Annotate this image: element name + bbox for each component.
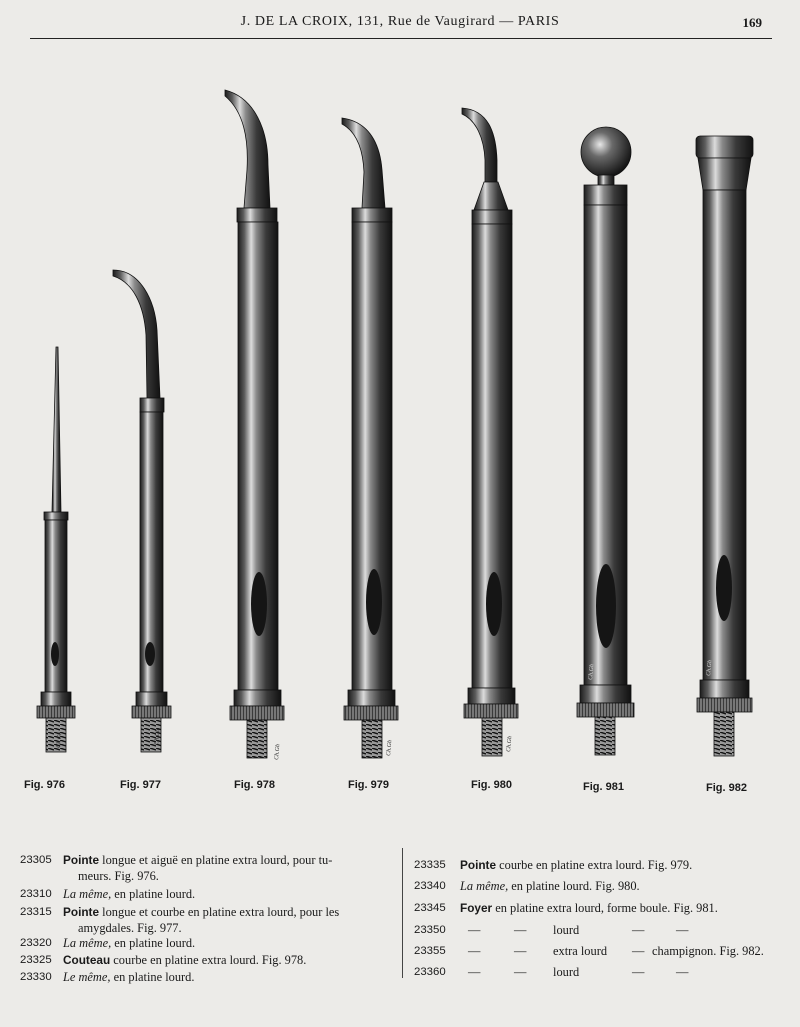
instrument-fig-978 xyxy=(225,90,284,761)
entry-text: courbe en platine extra lourd. Fig. 978. xyxy=(110,953,307,967)
entry-keyword: Pointe xyxy=(63,905,100,919)
ditto-mark: — xyxy=(632,944,645,958)
entry-italic: La même, xyxy=(460,879,509,893)
entry-keyword: Couteau xyxy=(63,953,111,967)
entry-text: en platine lourd. xyxy=(110,970,195,984)
column-divider xyxy=(402,848,403,978)
engraver-signature: Ch.Gh xyxy=(154,728,162,746)
entry-text: en platine extra lourd, forme boule. Fig. 981. xyxy=(492,901,718,915)
entry-text: longue et courbe en platine extra lourd, pour les xyxy=(99,905,340,919)
ditto-mark: — xyxy=(468,965,481,979)
ditto-mark: — xyxy=(468,923,481,937)
catalog-number: 23360 xyxy=(414,966,446,978)
instrument-fig-976 xyxy=(37,347,75,752)
figure-caption: Fig. 981 xyxy=(583,781,624,793)
catalog-number: 23355 xyxy=(414,945,446,957)
engraver-signature: Ch.Gh xyxy=(506,735,514,753)
catalog-number: 23340 xyxy=(414,880,446,892)
entry-text: en platine lourd. xyxy=(111,887,196,901)
weight-cell: lourd xyxy=(553,923,580,937)
figure-caption: Fig. 982 xyxy=(706,782,747,794)
ditto-mark: — xyxy=(514,965,527,979)
figure-caption: Fig. 977 xyxy=(120,779,161,791)
catalog-number: 23345 xyxy=(414,902,446,914)
ditto-mark: — xyxy=(514,944,527,958)
catalog-number: 23330 xyxy=(20,971,52,983)
entry-continuation: meurs. Fig. 976. xyxy=(78,869,159,883)
entry-continuation: amygdales. Fig. 977. xyxy=(78,921,182,935)
catalog-number: 23320 xyxy=(20,937,52,949)
engraver-signature: Ch.Gh xyxy=(706,659,714,677)
weight-cell: lourd xyxy=(553,965,580,979)
entry-keyword: Foyer xyxy=(460,901,493,915)
entry-keyword: Pointe xyxy=(460,858,497,872)
instrument-fig-981 xyxy=(577,127,634,755)
engraver-signature: Ch.Gh xyxy=(56,731,64,749)
entry-keyword: Pointe xyxy=(63,853,100,867)
shape-cell: champignon. Fig. 982. xyxy=(652,944,764,958)
entry-text: longue et aiguë en platine extra lourd, pour tu- xyxy=(99,853,333,867)
figure-caption: Fig. 976 xyxy=(24,779,65,791)
engraver-signature: Ch.Gh xyxy=(386,739,394,757)
engraver-signature: Ch.Gh xyxy=(588,663,596,681)
figure-caption: Fig. 979 xyxy=(348,779,389,791)
ditto-mark: — xyxy=(676,965,689,979)
ditto-mark: — xyxy=(632,965,645,979)
entry-italic: Le même, xyxy=(63,970,111,984)
catalog-number: 23305 xyxy=(20,854,52,866)
weight-cell: extra lourd xyxy=(553,944,608,958)
entry-italic: La même, xyxy=(63,936,112,950)
catalog-number: 23310 xyxy=(20,888,52,900)
ditto-mark: — xyxy=(468,944,481,958)
instrument-fig-982 xyxy=(696,136,753,756)
catalog-number: 23335 xyxy=(414,859,446,871)
entry-text: courbe en platine extra lourd. Fig. 979. xyxy=(496,858,693,872)
instrument-fig-977 xyxy=(113,270,171,752)
instrument-fig-980 xyxy=(462,108,518,756)
ditto-mark: — xyxy=(676,923,689,937)
page-number: 169 xyxy=(742,15,762,30)
catalog-number: 23325 xyxy=(20,954,52,966)
catalog-number: 23350 xyxy=(414,924,446,936)
figure-caption: Fig. 980 xyxy=(471,779,512,791)
ditto-mark: — xyxy=(514,923,527,937)
ditto-mark: — xyxy=(632,923,645,937)
entry-text: en platine lourd. Fig. 980. xyxy=(508,879,640,893)
entry-italic: La même, xyxy=(63,887,112,901)
instrument-fig-979 xyxy=(342,118,398,758)
entry-text: en platine lourd. xyxy=(111,936,196,950)
engraver-signature: Ch.Gh xyxy=(274,743,282,761)
figure-caption: Fig. 978 xyxy=(234,779,275,791)
running-header: J. DE LA CROIX, 131, Rue de Vaugirard — PARIS xyxy=(240,14,560,29)
catalog-number: 23315 xyxy=(20,906,52,918)
